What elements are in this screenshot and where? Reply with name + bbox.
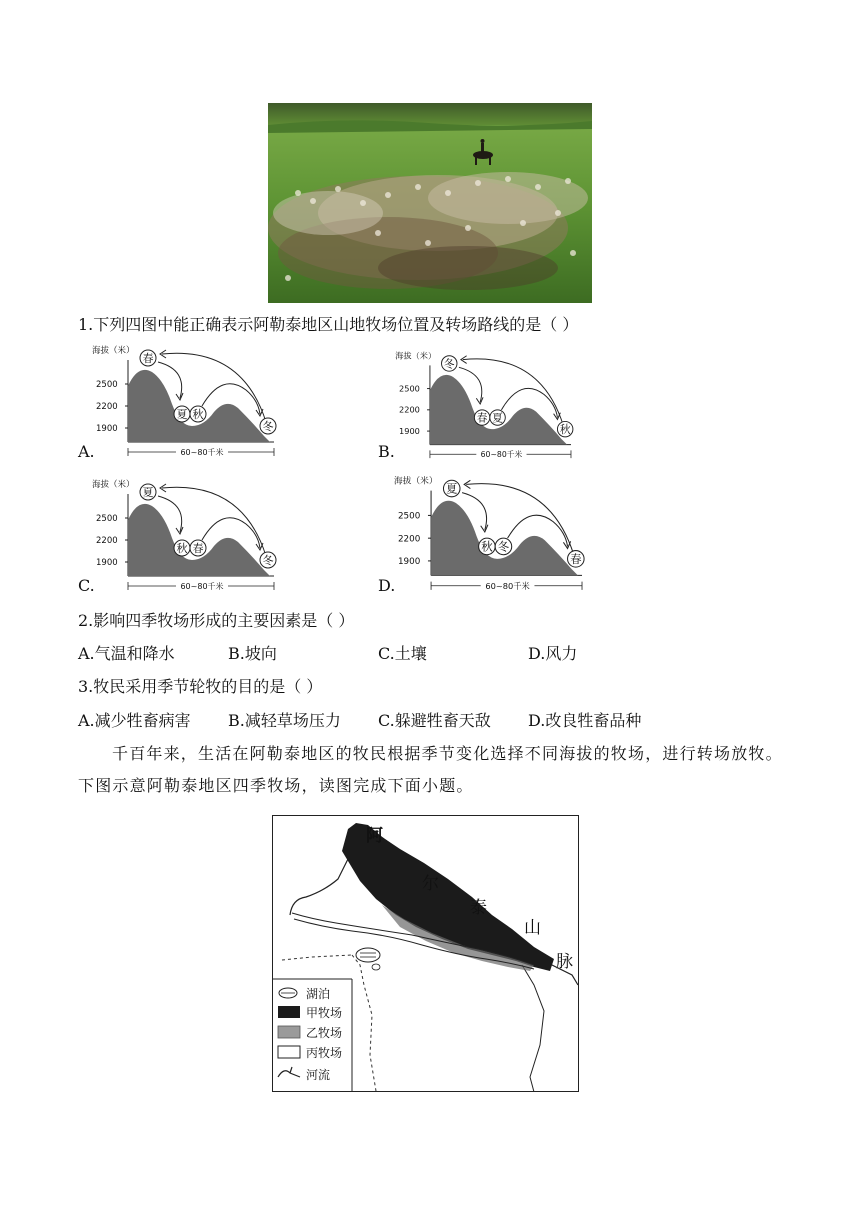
figure-option-d [378,472,582,596]
arrow-head [176,393,183,400]
season-label: 秋 [559,423,571,437]
y-tick-label: 2500 [397,511,421,522]
pasture-yi-legend-icon [278,1026,300,1038]
q2-option-a[interactable]: A.气温和降水 [78,644,175,663]
y-axis-label: 海拔（米） [393,476,438,487]
y-axis-label: 海拔（米） [395,350,437,361]
arrow-head [476,397,483,404]
season-label: 夏 [446,481,458,496]
q2-option-c[interactable]: C.土壤 [378,644,427,663]
season-label: 夏 [492,411,503,425]
season-label: 冬 [497,539,510,554]
elevation-profile-chart [392,348,578,462]
y-tick-label: 1900 [397,557,421,568]
legend-label: 河流 [306,1068,331,1082]
legend-label: 乙牧场 [306,1026,343,1040]
figure-letter: A. [78,442,95,461]
mountain-char: 脉 [556,952,573,972]
season-label: 春 [192,542,204,555]
y-tick-label: 2200 [399,404,420,415]
pasture-bing-legend-icon [278,1046,300,1058]
q3-option-b[interactable]: B.减轻草场压力 [228,711,341,730]
season-label: 秋 [192,408,204,421]
mountain-char: 山 [524,918,541,938]
mountain-char: 阿 [366,826,383,846]
y-tick-label: 1900 [96,424,118,434]
y-tick-label: 2200 [96,402,118,412]
y-tick-label: 2200 [96,536,118,546]
question-3: 3.牧民采用季节轮牧的目的是（ ） [78,677,323,696]
mountain-char: 泰 [470,898,487,918]
passage-text: 千百年来，生活在阿勒泰地区的牧民根据季节变化选择不同海拔的牧场，进行转场放牧。下图示意阿勒泰地区四季牧场，读图完成下面小题。 [78,744,783,795]
legend-label: 湖泊 [306,987,331,1001]
y-axis-label: 海拔（米） [92,346,135,356]
x-distance-label: 60~80千米 [180,582,224,591]
figure-option-b [378,348,578,464]
q3-option-a[interactable]: A.减少牲畜病害 [78,711,191,730]
mountain-char: 尔 [422,874,439,894]
q3-option-c[interactable]: C.躲避牲畜天敌 [378,711,491,730]
altay-pasture-map [272,815,579,1092]
y-tick-label: 2500 [96,380,118,390]
elevation-profile-chart [92,476,278,594]
season-label: 冬 [443,357,455,371]
question-2: 2.影响四季牧场形成的主要因素是（ ） [78,611,355,630]
legend-label: 甲牧场 [306,1006,343,1020]
y-tick-label: 2200 [397,534,421,545]
q2-option-b[interactable]: B.坡向 [228,644,277,663]
figure-option-c [78,476,278,596]
figure-letter: B. [378,442,395,461]
season-label: 夏 [142,486,154,499]
pasture-photo-image [268,103,592,303]
arrow-head [176,527,183,534]
y-tick-label: 1900 [96,558,118,568]
x-distance-label: 60~80千米 [180,448,224,457]
season-label: 秋 [481,539,493,554]
figure-option-a [78,342,278,462]
y-tick-label: 2500 [96,514,118,524]
q2-option-d[interactable]: D.风力 [528,644,578,663]
q3-option-d[interactable]: D.改良牲畜品种 [528,711,642,730]
y-tick-label: 2500 [399,383,420,394]
season-label: 冬 [262,420,274,433]
season-label: 冬 [262,554,274,567]
pasture-jia-legend-icon [278,1006,300,1018]
arrow-head [481,525,488,532]
question-1: 1.下列四图中能正确表示阿勒泰地区山地牧场位置及转场路线的是（ ） [78,315,579,334]
y-axis-label: 海拔（米） [92,480,135,490]
season-label: 秋 [176,542,188,555]
figure-letter: C. [78,576,95,595]
x-distance-label: 60~80千米 [485,580,530,591]
season-label: 春 [570,551,582,566]
y-tick-label: 1900 [399,425,420,436]
season-label: 夏 [176,408,188,421]
pasture-photo [268,103,592,303]
map-svg [272,815,579,1092]
elevation-profile-chart [92,342,278,460]
x-distance-label: 60~80千米 [480,450,523,460]
season-label: 春 [142,352,154,365]
elevation-profile-chart [392,472,588,594]
legend-label: 丙牧场 [306,1046,343,1060]
figure-letter: D. [378,576,396,595]
season-label: 春 [476,411,488,425]
